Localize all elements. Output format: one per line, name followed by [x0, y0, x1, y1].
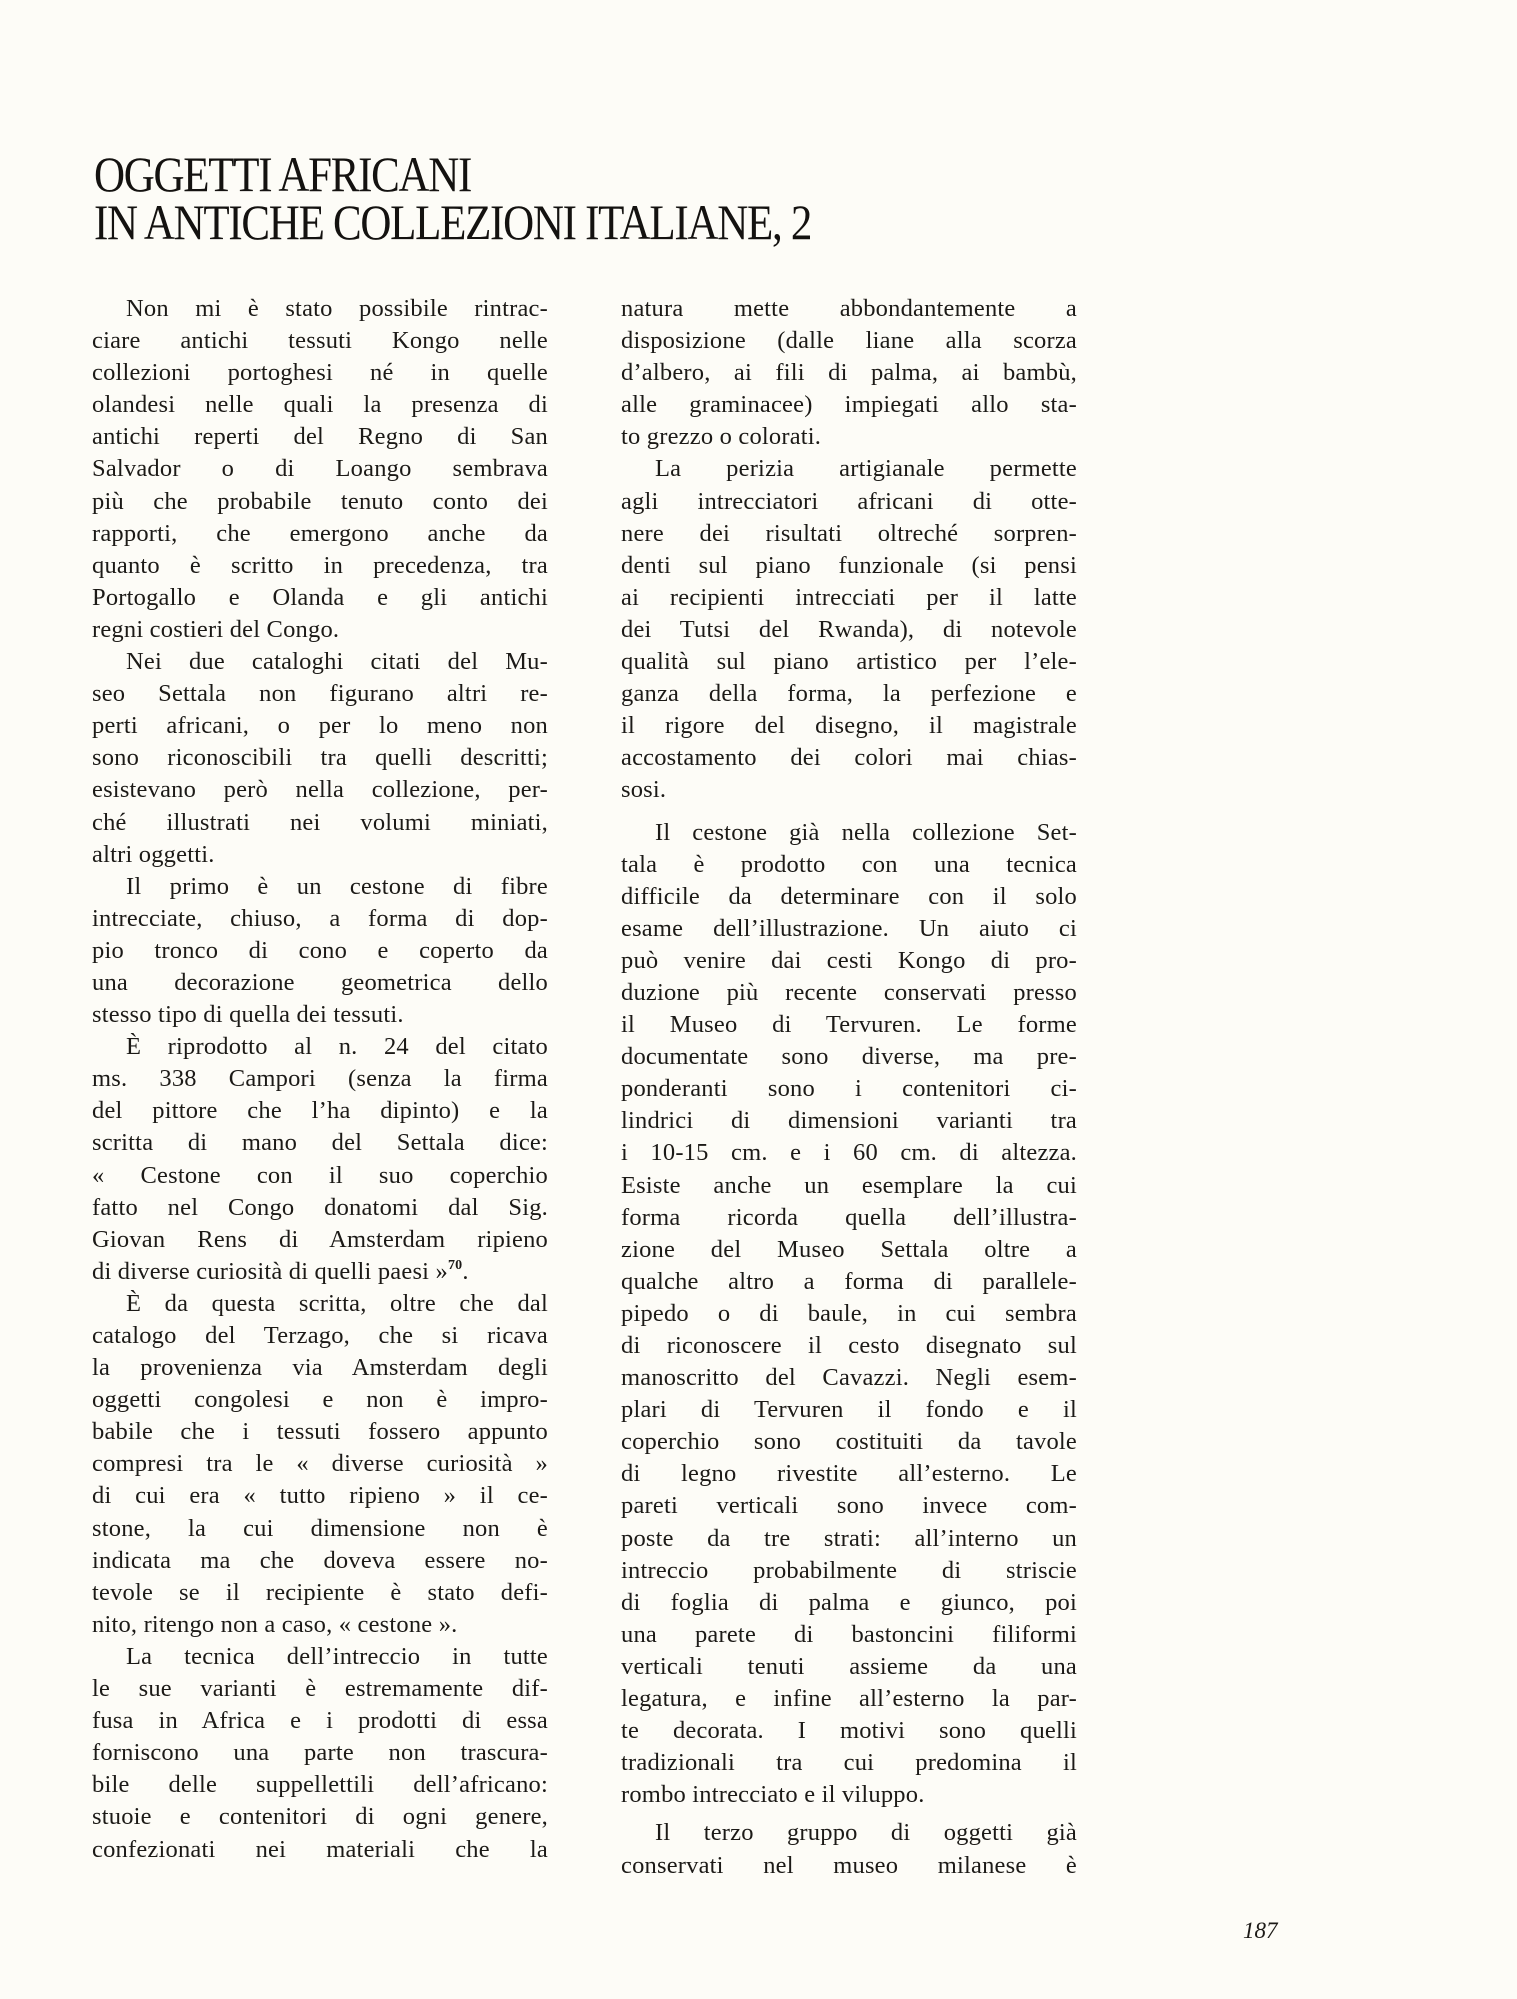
text-line: antichi reperti del Regno di San: [92, 423, 548, 451]
text-line: stone, la cui dimensione non è: [92, 1514, 548, 1542]
text-line: nito, ritengo non a caso, « cestone ».: [92, 1610, 458, 1638]
text-line: regni costieri del Congo.: [92, 615, 340, 643]
text-line: intreccio probabilmente di striscie: [621, 1556, 1077, 1584]
text-line: zione del Museo Settala oltre a: [621, 1235, 1077, 1263]
text-line: Salvador o di Loango sembrava: [92, 455, 548, 483]
text-line: plari di Tervuren il fondo e il: [621, 1396, 1077, 1424]
text-line: tevole se il recipiente è stato defi-: [92, 1578, 548, 1606]
text-line: coperchio sono costituiti da tavole: [621, 1428, 1077, 1456]
text-line-with-footnote: di diverse curiosità di quelli paesi »$^{70}$.: [92, 1257, 469, 1285]
text-line: fusa in Africa e i prodotti di essa: [92, 1707, 548, 1735]
text-line: perti africani, o per lo meno non: [92, 712, 548, 740]
text-line: il Museo di Tervuren. Le forme: [621, 1011, 1077, 1039]
text-line: rombo intrecciato e il viluppo.: [621, 1781, 925, 1809]
text-line: qualche altro a forma di parallele-: [621, 1267, 1077, 1295]
text-line: del pittore che l’ha dipinto) e la: [92, 1097, 548, 1125]
text-line: qualità sul piano artistico per l’ele-: [621, 648, 1077, 676]
text-line: di cui era « tutto ripieno » il ce-: [92, 1482, 548, 1510]
text-line: te decorata. I motivi sono quelli: [621, 1717, 1077, 1745]
text-line: Non mi è stato possibile rintrac-: [126, 295, 548, 322]
text-line: lindrici di dimensioni varianti tra: [621, 1107, 1077, 1135]
text-line: ciare antichi tessuti Kongo nelle: [92, 327, 548, 355]
text-line: pareti verticali sono invece com-: [621, 1492, 1077, 1520]
text-line: documentate sono diverse, ma pre-: [621, 1043, 1077, 1071]
text-line: la provenienza via Amsterdam degli: [92, 1354, 548, 1382]
paragraph-gap: [621, 807, 1077, 817]
text-line: di legno rivestite all’esterno. Le: [621, 1460, 1077, 1488]
text-line: di foglia di palma e giunco, poi: [621, 1588, 1077, 1616]
text-line: olandesi nelle quali la presenza di: [92, 391, 548, 419]
text-line: il rigore del disegno, il magistrale: [621, 712, 1077, 740]
right-text-column: [621, 293, 1077, 1882]
article-title: [94, 146, 812, 250]
text-line: esame dell’illustrazione. Un aiuto ci: [621, 914, 1077, 942]
page-number: 187: [1243, 1918, 1278, 1943]
text-line: rapporti, che emergono anche da: [92, 519, 548, 547]
text-line: i 10-15 cm. e i 60 cm. di altezza.: [621, 1139, 1077, 1167]
text-line: fatto nel Congo donatomi dal Sig.: [92, 1193, 548, 1221]
text-line: seo Settala non figurano altri re-: [92, 680, 548, 708]
text-line: tala è prodotto con una tecnica: [621, 850, 1077, 878]
text-line: poste da tre strati: all’interno un: [621, 1524, 1077, 1552]
text-line: stuoie e contenitori di ogni genere,: [92, 1803, 548, 1831]
text-line: tradizionali tra cui predomina il: [621, 1749, 1077, 1777]
text-line: ponderanti sono i contenitori ci-: [621, 1075, 1077, 1103]
text-line: più che probabile tenuto conto dei: [92, 487, 548, 515]
text-line: ai recipienti intrecciati per il latte: [621, 583, 1077, 611]
footnote-reference[interactable]: 70: [447, 1257, 463, 1273]
text-line: ms. 338 Campori (senza la firma: [92, 1065, 548, 1093]
text-line: bile delle suppellettili dell’africano:: [92, 1771, 548, 1799]
text-line: verticali tenuti assieme da una: [621, 1652, 1077, 1680]
text-line: Giovan Rens di Amsterdam ripieno: [92, 1225, 548, 1253]
text-line: accostamento dei colori mai chias-: [621, 744, 1077, 772]
text-line: può venire dai cesti Kongo di pro-: [621, 946, 1077, 974]
text-line: La tecnica dell’intreccio in tutte: [126, 1642, 548, 1670]
text-line: confezionati nei materiali che la: [92, 1835, 548, 1863]
text-line: denti sul piano funzionale (si pensi: [621, 551, 1077, 579]
text-line: ché illustrati nei volumi miniati,: [92, 808, 548, 836]
text-line: difficile da determinare con il solo: [621, 882, 1077, 910]
text-line: pio tronco di cono e coperto da: [92, 936, 548, 964]
text-line: Nei due cataloghi citati del Mu-: [126, 648, 548, 676]
text-line: ganza della forma, la perfezione e: [621, 680, 1077, 708]
text-line: dei Tutsi del Rwanda), di notevole: [621, 615, 1077, 643]
text-line: d’albero, ai fili di palma, ai bambù,: [621, 359, 1077, 387]
text-line: Esiste anche un esemplare la cui: [621, 1171, 1077, 1199]
text-line: sono riconoscibili tra quelli descritti;: [92, 744, 548, 772]
text-line: « Cestone con il suo coperchio: [92, 1161, 548, 1189]
text-line: Portogallo e Olanda e gli antichi: [92, 583, 548, 611]
text-line: disposizione (dalle liane alla scorza: [621, 327, 1077, 355]
text-line: Il cestone già nella collezione Set-: [655, 818, 1077, 846]
text-line: una decorazione geometrica dello: [92, 968, 548, 996]
quote-end: di diverse curiosità di quelli paesi »: [92, 1257, 448, 1285]
text-line: È riprodotto al n. 24 del citato: [126, 1033, 548, 1061]
text-line: nere dei risultati oltreché sorpren-: [621, 519, 1077, 547]
text-line: agli intrecciatori africani di otte-: [621, 487, 1077, 515]
article-title-line-1: OGGETTI AFRICANI: [94, 146, 472, 202]
text-line: catalogo del Terzago, che si ricava: [92, 1322, 548, 1349]
text-line: scritta di mano del Settala dice:: [92, 1129, 548, 1157]
article-title-line-2: IN ANTICHE COLLEZIONI ITALIANE, 2: [94, 194, 812, 250]
text-line: pipedo o di baule, in cui sembra: [621, 1299, 1077, 1327]
text-line: le sue varianti è estremamente dif-: [92, 1675, 548, 1703]
text-line: compresi tra le « diverse curiosità »: [92, 1450, 548, 1478]
text-line: oggetti congolesi e non è impro-: [92, 1386, 548, 1414]
text-line: stesso tipo di quella dei tessuti.: [92, 1001, 404, 1029]
text-line: una parete di bastoncini filiformi: [621, 1620, 1077, 1648]
text-line: intrecciate, chiuso, a forma di dop-: [92, 904, 548, 932]
text-line: conservati nel museo milanese è: [621, 1851, 1077, 1879]
text-line: di riconoscere il cesto disegnato sul: [621, 1332, 1077, 1359]
text-line: quanto è scritto in precedenza, tra: [92, 551, 548, 579]
text-line: È da questa scritta, oltre che dal: [126, 1289, 548, 1317]
text-line: altri oggetti.: [92, 840, 215, 868]
text-line: to grezzo o colorati.: [621, 423, 822, 451]
text-line: forniscono una parte non trascura-: [92, 1739, 548, 1767]
text-line: legatura, e infine all’esterno la par-: [621, 1685, 1077, 1713]
text-line: forma ricorda quella dell’illustra-: [621, 1203, 1077, 1231]
text-line: esistevano però nella collezione, per-: [92, 776, 548, 804]
left-text-column: [92, 293, 548, 1866]
text-line: babile che i tessuti fossero appunto: [92, 1418, 548, 1446]
text-line: Il terzo gruppo di oggetti già: [655, 1819, 1077, 1847]
text-line: sosi.: [621, 776, 667, 804]
text-line: natura mette abbondantemente a: [621, 295, 1077, 322]
text-line: indicata ma che doveva essere no-: [92, 1546, 548, 1574]
text-line: La perizia artigianale permette: [655, 455, 1077, 483]
text-line: manoscritto del Cavazzi. Negli esem-: [621, 1364, 1077, 1392]
text-line: collezioni portoghesi né in quelle: [92, 359, 548, 387]
text-line: Il primo è un cestone di fibre: [126, 872, 548, 900]
text-line: alle graminacee) impiegati allo sta-: [621, 391, 1077, 419]
text-line: duzione più recente conservati presso: [621, 978, 1077, 1006]
